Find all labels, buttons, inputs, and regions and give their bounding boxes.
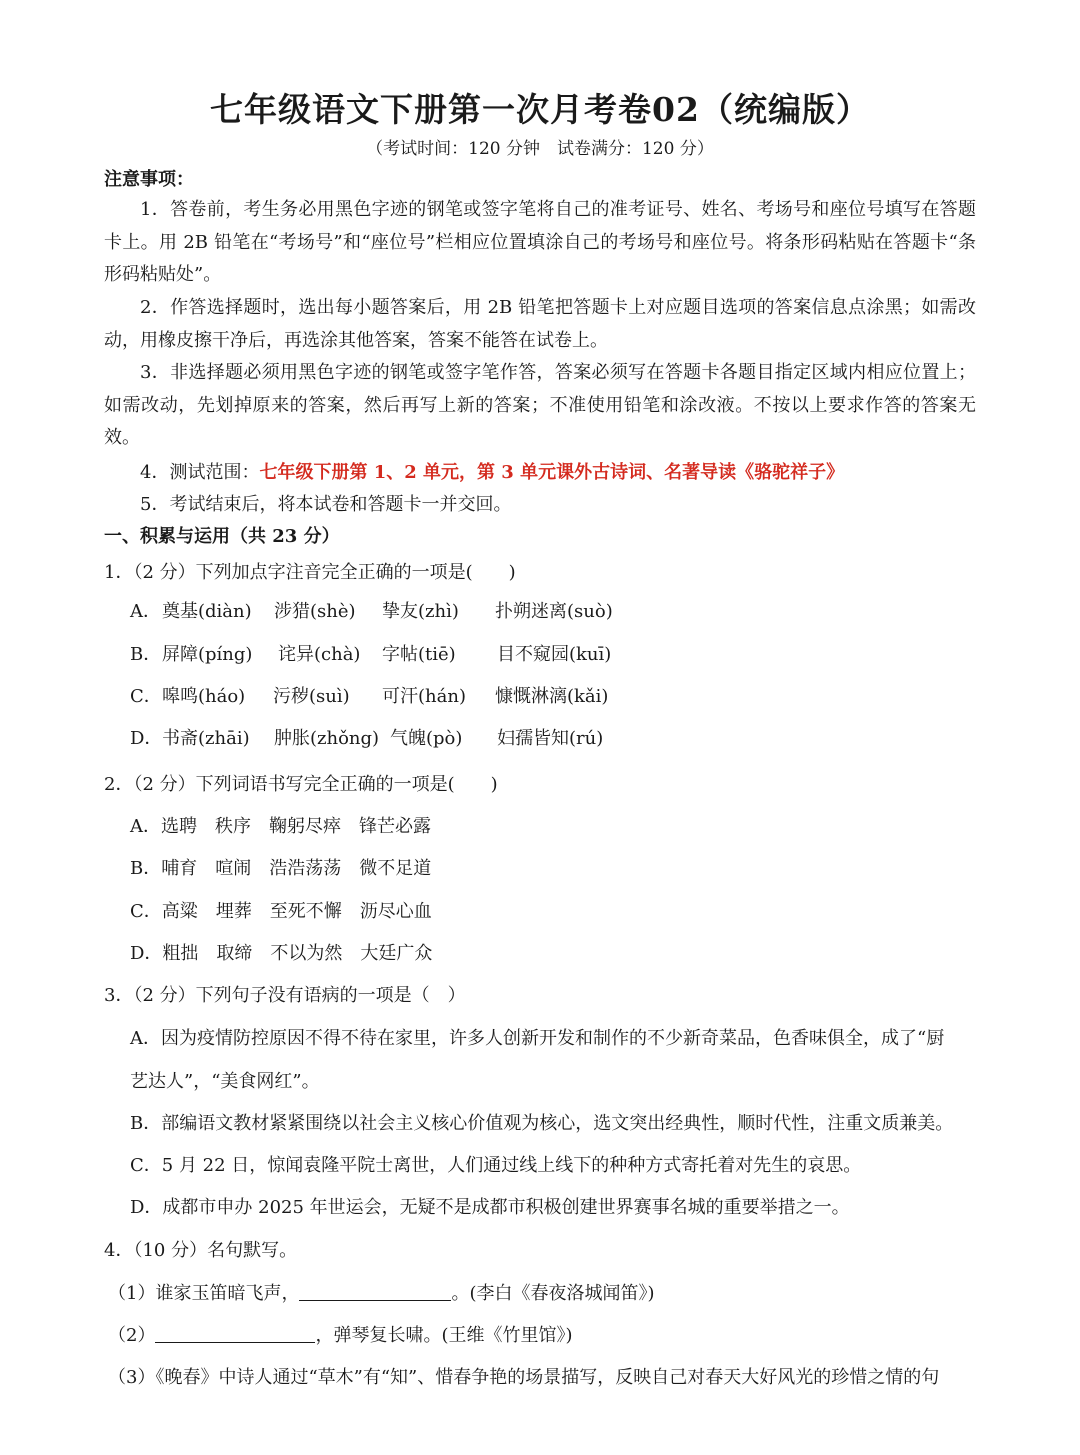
option-item: 可汗(hán) [382,686,466,707]
q2-option-a: A．选聘 秩序 鞠躬尽瘁 锋芒必露 [130,816,431,837]
answer-blank-2[interactable] [155,1322,315,1343]
q4-sub-1 [108,1279,655,1305]
q4-sub-1-after: 。(李白《春夜洛城闻笛》) [451,1283,655,1304]
option-item: 嗥鸣(háo) [162,686,246,707]
option-item: 妇孺皆知(rú) [497,728,604,749]
option-item: 奠基(diàn) [162,601,252,622]
note-item-3: 3．非选择题必须用黑色字迹的钢笔或签字笔作答，答案必须写在答题卡各题目指定区域内相应位置上；如需改动，先划掉原来的答案，然后再写上新的答案；不准使用铅笔和涂改液。不按以上要求作答的答案无效。 [104,362,976,448]
note-item-4 [140,458,844,484]
question-4-stem: 4．（10 分）名句默写。 [104,1240,298,1261]
option-item: 涉猎(shè) [274,601,356,622]
q3-option-b: B．部编语文教材紧紧围绕以社会主义核心价值观为核心，选文突出经典性，顺时代性，注重文质兼美。 [130,1113,954,1134]
option-letter: C． [130,686,162,707]
note-item-5: 5．考试结束后，将本试卷和答题卡一并交回。 [140,494,512,515]
q3-option-a-line2: 艺达人”，“美食网红”。 [130,1071,320,1092]
q4-sub-2-after: ，弹琴复长啸。(王维《竹里馆》) [315,1325,573,1346]
question-2-stem: 2．（2 分）下列词语书写完全正确的一项是( ) [104,774,498,795]
section-heading: 一、积累与运用（共 23 分） [104,526,340,547]
q2-option-b: B．哺育 喧闹 浩浩荡荡 微不足道 [130,858,432,879]
note-item-4-prefix: 4．测试范围： [140,462,260,483]
option-letter: A． [130,601,161,622]
option-item: 诧异(chà) [278,644,361,665]
q4-sub-1-before: （1）谁家玉笛暗飞声， [108,1283,300,1304]
option-item: 屏障(píng) [162,644,253,665]
option-item: 书斋(zhāi) [162,728,250,749]
q4-sub-2 [108,1321,573,1347]
question-1-stem: 1．（2 分）下列加点字注音完全正确的一项是( ) [104,562,516,583]
question-3-stem: 3．（2 分）下列句子没有语病的一项是（ ） [104,985,466,1006]
q4-sub-2-before: （2） [108,1325,156,1346]
option-item: 扑朔迷离(suò) [495,601,613,622]
note-item-2: 2．作答选择题时，选出每小题答案后，用 2B 铅笔把答题卡上对应题目选项的答案信息点涂黑；如需改动，用橡皮擦干净后，再选涂其他答案，答案不能答在试卷上。 [104,297,976,351]
option-letter: B． [130,644,162,665]
q4-sub-3: （3）《晚春》中诗人通过“草木”有“知”、惜春争艳的场景描写，反映自己对春天大好风光的珍惜之情的句 [108,1367,940,1388]
option-item: 肿胀(zhǒng) [274,728,380,749]
option-letter: D． [130,728,163,749]
option-item: 污秽(suì) [273,686,350,707]
option-item: 目不窥园(kuī) [497,644,612,665]
exam-info: （考试时间：120 分钟 试卷满分：120 分） [366,139,714,159]
q3-option-c: C．5 月 22 日，惊闻袁隆平院士离世，人们通过线上线下的种种方式寄托着对先生的哀思。 [130,1155,862,1176]
q2-option-d: D．粗拙 取缔 不以为然 大廷广众 [130,943,433,964]
note-item-1: 1．答卷前，考生务必用黑色字迹的钢笔或签字笔将自己的准考证号、姓名、考场号和座位号填写在答题卡上。用 2B 铅笔在“考场号”和“座位号”栏相应位置填涂自己的考场号和座位号。将条形码粘贴在答题卡“条形码粘贴处”。 [104,199,976,285]
option-item: 挚友(zhì) [382,601,459,622]
test-scope-highlight: 七年级下册第 1、2 单元，第 3 单元课外古诗词、名著导读《骆驼祥子》 [259,462,845,483]
q3-option-d: D．成都市申办 2025 年世运会，无疑不是成都市积极创建世界赛事名城的重要举措之一。 [130,1197,850,1218]
option-item: 字帖(tiē) [382,644,456,665]
option-item: 气魄(pò) [390,728,463,749]
answer-blank-1[interactable] [299,1280,451,1301]
page-title: 七年级语文下册第一次月考卷02（统编版） [210,90,870,129]
q2-option-c: C．高粱 埋葬 至死不懈 沥尽心血 [130,901,432,922]
notes-heading: 注意事项： [104,169,194,190]
option-item: 慷慨淋漓(kǎi) [495,686,609,707]
q3-option-a-line1: A．因为疫情防控原因不得不待在家里，许多人创新开发和制作的不少新奇菜品，色香味俱全，成了“厨 [130,1028,945,1049]
